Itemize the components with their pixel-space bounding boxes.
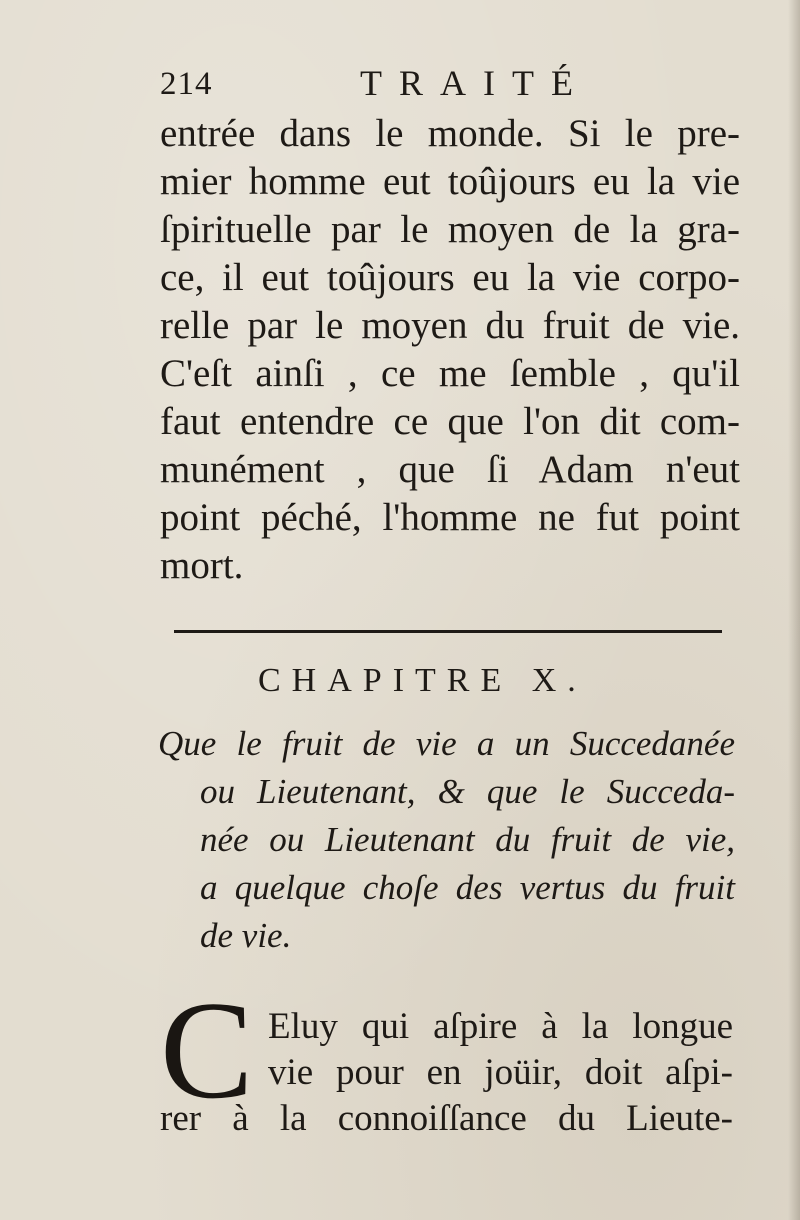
chapter-summary <box>158 720 735 960</box>
summary-line: née ou Lieutenant du fruit de vie, <box>200 820 735 859</box>
text-line: faut entendre ce que l'on dit com- <box>160 400 740 443</box>
summary-line: ou Lieutenant, & que le Succeda- <box>200 772 735 811</box>
drop-cap: C <box>160 973 254 1128</box>
text-line: mier homme eut toûjours eu la vie <box>160 160 740 203</box>
text-line: ce, il eut toûjours eu la vie corpo- <box>160 256 740 299</box>
text-line: mort. <box>160 544 244 587</box>
summary-line: Que le fruit de vie a un Succedanée <box>158 724 735 763</box>
running-title: TRAITÉ <box>360 63 590 103</box>
text-line: vie pour en joüir, doit aſpi- <box>268 1052 733 1093</box>
running-head <box>160 58 720 108</box>
opening-paragraph-start <box>268 1004 733 1096</box>
body-paragraph <box>160 110 740 590</box>
text-line: point péché, l'homme ne fut point <box>160 496 740 539</box>
summary-line: a quelque choſe des vertus du fruit <box>200 868 735 907</box>
text-line: Eluy qui aſpire à la longue <box>268 1006 733 1047</box>
chapter-heading: CHAPITRE X. <box>258 662 587 699</box>
text-line: entrée dans le monde. Si le pre- <box>160 112 740 155</box>
text-line: C'eſt ainſi , ce me ſemble , qu'il <box>160 352 740 395</box>
page-edge-shadow <box>788 0 800 1220</box>
opening-paragraph-rest <box>160 1096 733 1142</box>
text-line: ſpirituelle par le moyen de la gra- <box>160 208 740 251</box>
summary-line: de vie. <box>200 916 292 955</box>
page-number: 214 <box>160 66 213 102</box>
text-line: relle par le moyen du fruit de vie. <box>160 304 740 347</box>
text-line: rer à la connoiſſance du Lieute- <box>160 1098 733 1139</box>
text-line: munément , que ſi Adam n'eut <box>160 448 740 491</box>
section-divider <box>174 630 722 633</box>
